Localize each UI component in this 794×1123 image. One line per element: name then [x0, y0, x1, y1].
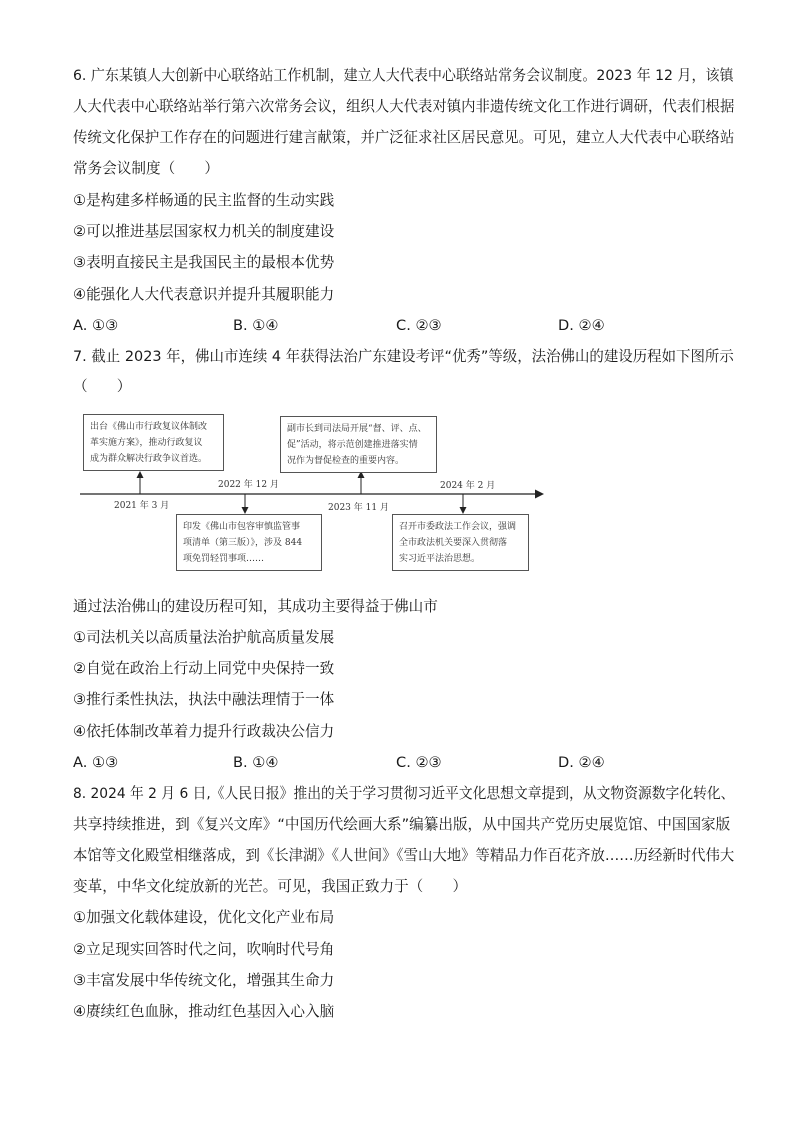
q6-statement-4: ④能强化人大代表意识并提升其履职能力: [73, 286, 335, 303]
event-2024-line-1: 召开市委政法工作会议，强调: [399, 522, 517, 532]
arrow-2022-12-head: [242, 507, 249, 514]
timeline-event-box-2023: [280, 416, 437, 473]
event-2021-line-3: 成为群众解决行政争议首选。: [90, 454, 208, 464]
q7-question-stem: 通过法治佛山的建设历程可知，其成功主要得益于佛山市: [73, 598, 438, 615]
event-2021-line-1: 出台《佛山市行政复议体制改: [90, 422, 208, 432]
q6-statement-2: ②可以推进基层国家权力机关的制度建设: [73, 223, 335, 240]
timeline-event-box-2021: [83, 414, 224, 471]
q8-stem-line-2: 共享持续推进，到《复兴文库》“中国历代绘画大系”编纂出版，从中国共产党历史展览馆、中国国家版: [73, 816, 731, 833]
q7-option-a[interactable]: A. ①③: [73, 754, 119, 771]
q7-statement-1: ①司法机关以高质量法治护航高质量发展: [73, 629, 335, 646]
q7-stem-line-2: （ ）: [73, 378, 132, 395]
q7-stem-line-1: 7. 截止 2023 年，佛山市连续 4 年获得法治广东建设考评“优秀”等级，法治佛山的建设历程如下图所示: [73, 348, 734, 365]
event-2023-line-1: 副市长到司法局开展“督、评、点、: [287, 424, 427, 434]
timeline-date-2021-03: 2021 年 3 月: [114, 501, 170, 511]
q6-option-a[interactable]: A. ①③: [73, 317, 119, 334]
q8-statement-2: ②立足现实回答时代之问，吹响时代号角: [73, 941, 335, 958]
timeline-arrowhead: [535, 490, 544, 499]
q7-option-c[interactable]: C. ②③: [396, 754, 442, 771]
q6-stem-line-4: 常务会议制度（ ）: [73, 160, 219, 177]
q8-stem-line-4: 变革，中华文化绽放新的光芒。可见，我国正致力于（ ）: [73, 878, 468, 895]
timeline-date-2024-02: 2024 年 2 月: [440, 481, 496, 491]
q7-option-d[interactable]: D. ②④: [558, 754, 605, 771]
event-2024-line-3: 实习近平法治思想。: [399, 554, 481, 564]
q7-option-b[interactable]: B. ①④: [233, 754, 279, 771]
q8-statement-3: ③丰富发展中华传统文化，增强其生命力: [73, 972, 335, 989]
timeline-event-box-2022: [176, 514, 322, 571]
q8-stem-line-1: 8. 2024 年 2 月 6 日,《人民日报》推出的关于学习贯彻习近平文化思想文章提到，从文物资源数字化转化、: [73, 785, 735, 802]
event-2021-line-2: 革实施方案》，推动行政复议: [90, 438, 203, 448]
q6-stem-line-1: 6. 广东某镇人大创新中心联络站工作机制，建立人大代表中心联络站常务会议制度。2023 年 12 月，该镇: [73, 67, 734, 84]
q6-option-c[interactable]: C. ②③: [396, 317, 442, 334]
q7-statement-2: ②自觉在政治上行动上同党中央保持一致: [73, 660, 335, 677]
arrow-2021-03-head: [137, 471, 144, 478]
event-2022-line-1: 印发《佛山市包容审慎监管事: [183, 522, 301, 532]
q6-stem-line-2: 人大代表中心联络站举行第六次常务会议，组织人大代表对镇内非遗传统文化工作进行调研，代表们根据: [73, 98, 735, 115]
event-2023-line-2: 促”活动，将示范创建推进落实情: [287, 440, 418, 450]
timeline-date-2023-11: 2023 年 11 月: [328, 503, 389, 513]
q6-option-d[interactable]: D. ②④: [558, 317, 605, 334]
q8-stem-line-3: 本馆等文化殿堂相继落成，到《长津湖》《人世间》《雪山大地》等精品力作百花齐放……历经新时代伟大: [73, 847, 735, 864]
event-2022-line-2: 项清单（第三版）》，涉及 844: [183, 538, 303, 548]
q6-statement-3: ③表明直接民主是我国民主的最根本优势: [73, 254, 335, 271]
event-2022-line-3: 项免罚轻罚事项……: [183, 554, 265, 564]
event-2024-line-2: 全市政法机关要深入贯彻落: [399, 538, 508, 548]
q7-statement-3: ③推行柔性执法，执法中融法理情于一体: [73, 691, 335, 708]
q6-option-b[interactable]: B. ①④: [233, 317, 279, 334]
q6-stem-line-3: 传统文化保护工作存在的问题进行建言献策，并广泛征求社区居民意见。可见，建立人大代表中心联络站: [73, 129, 735, 146]
timeline-date-2022-12: 2022 年 12 月: [218, 480, 279, 490]
timeline-event-box-2024: [392, 514, 529, 571]
q8-statement-1: ①加强文化载体建设，优化文化产业布局: [73, 909, 335, 926]
arrow-2024-02-head: [460, 507, 467, 514]
event-2023-line-3: 况作为督促检查的重要内容。: [287, 456, 405, 466]
q8-statement-4: ④赓续红色血脉，推动红色基因入心入脑: [73, 1003, 335, 1020]
q6-statement-1: ①是构建多样畅通的民主监督的生动实践: [73, 192, 335, 209]
q7-statement-4: ④依托体制改革着力提升行政裁决公信力: [73, 723, 335, 740]
